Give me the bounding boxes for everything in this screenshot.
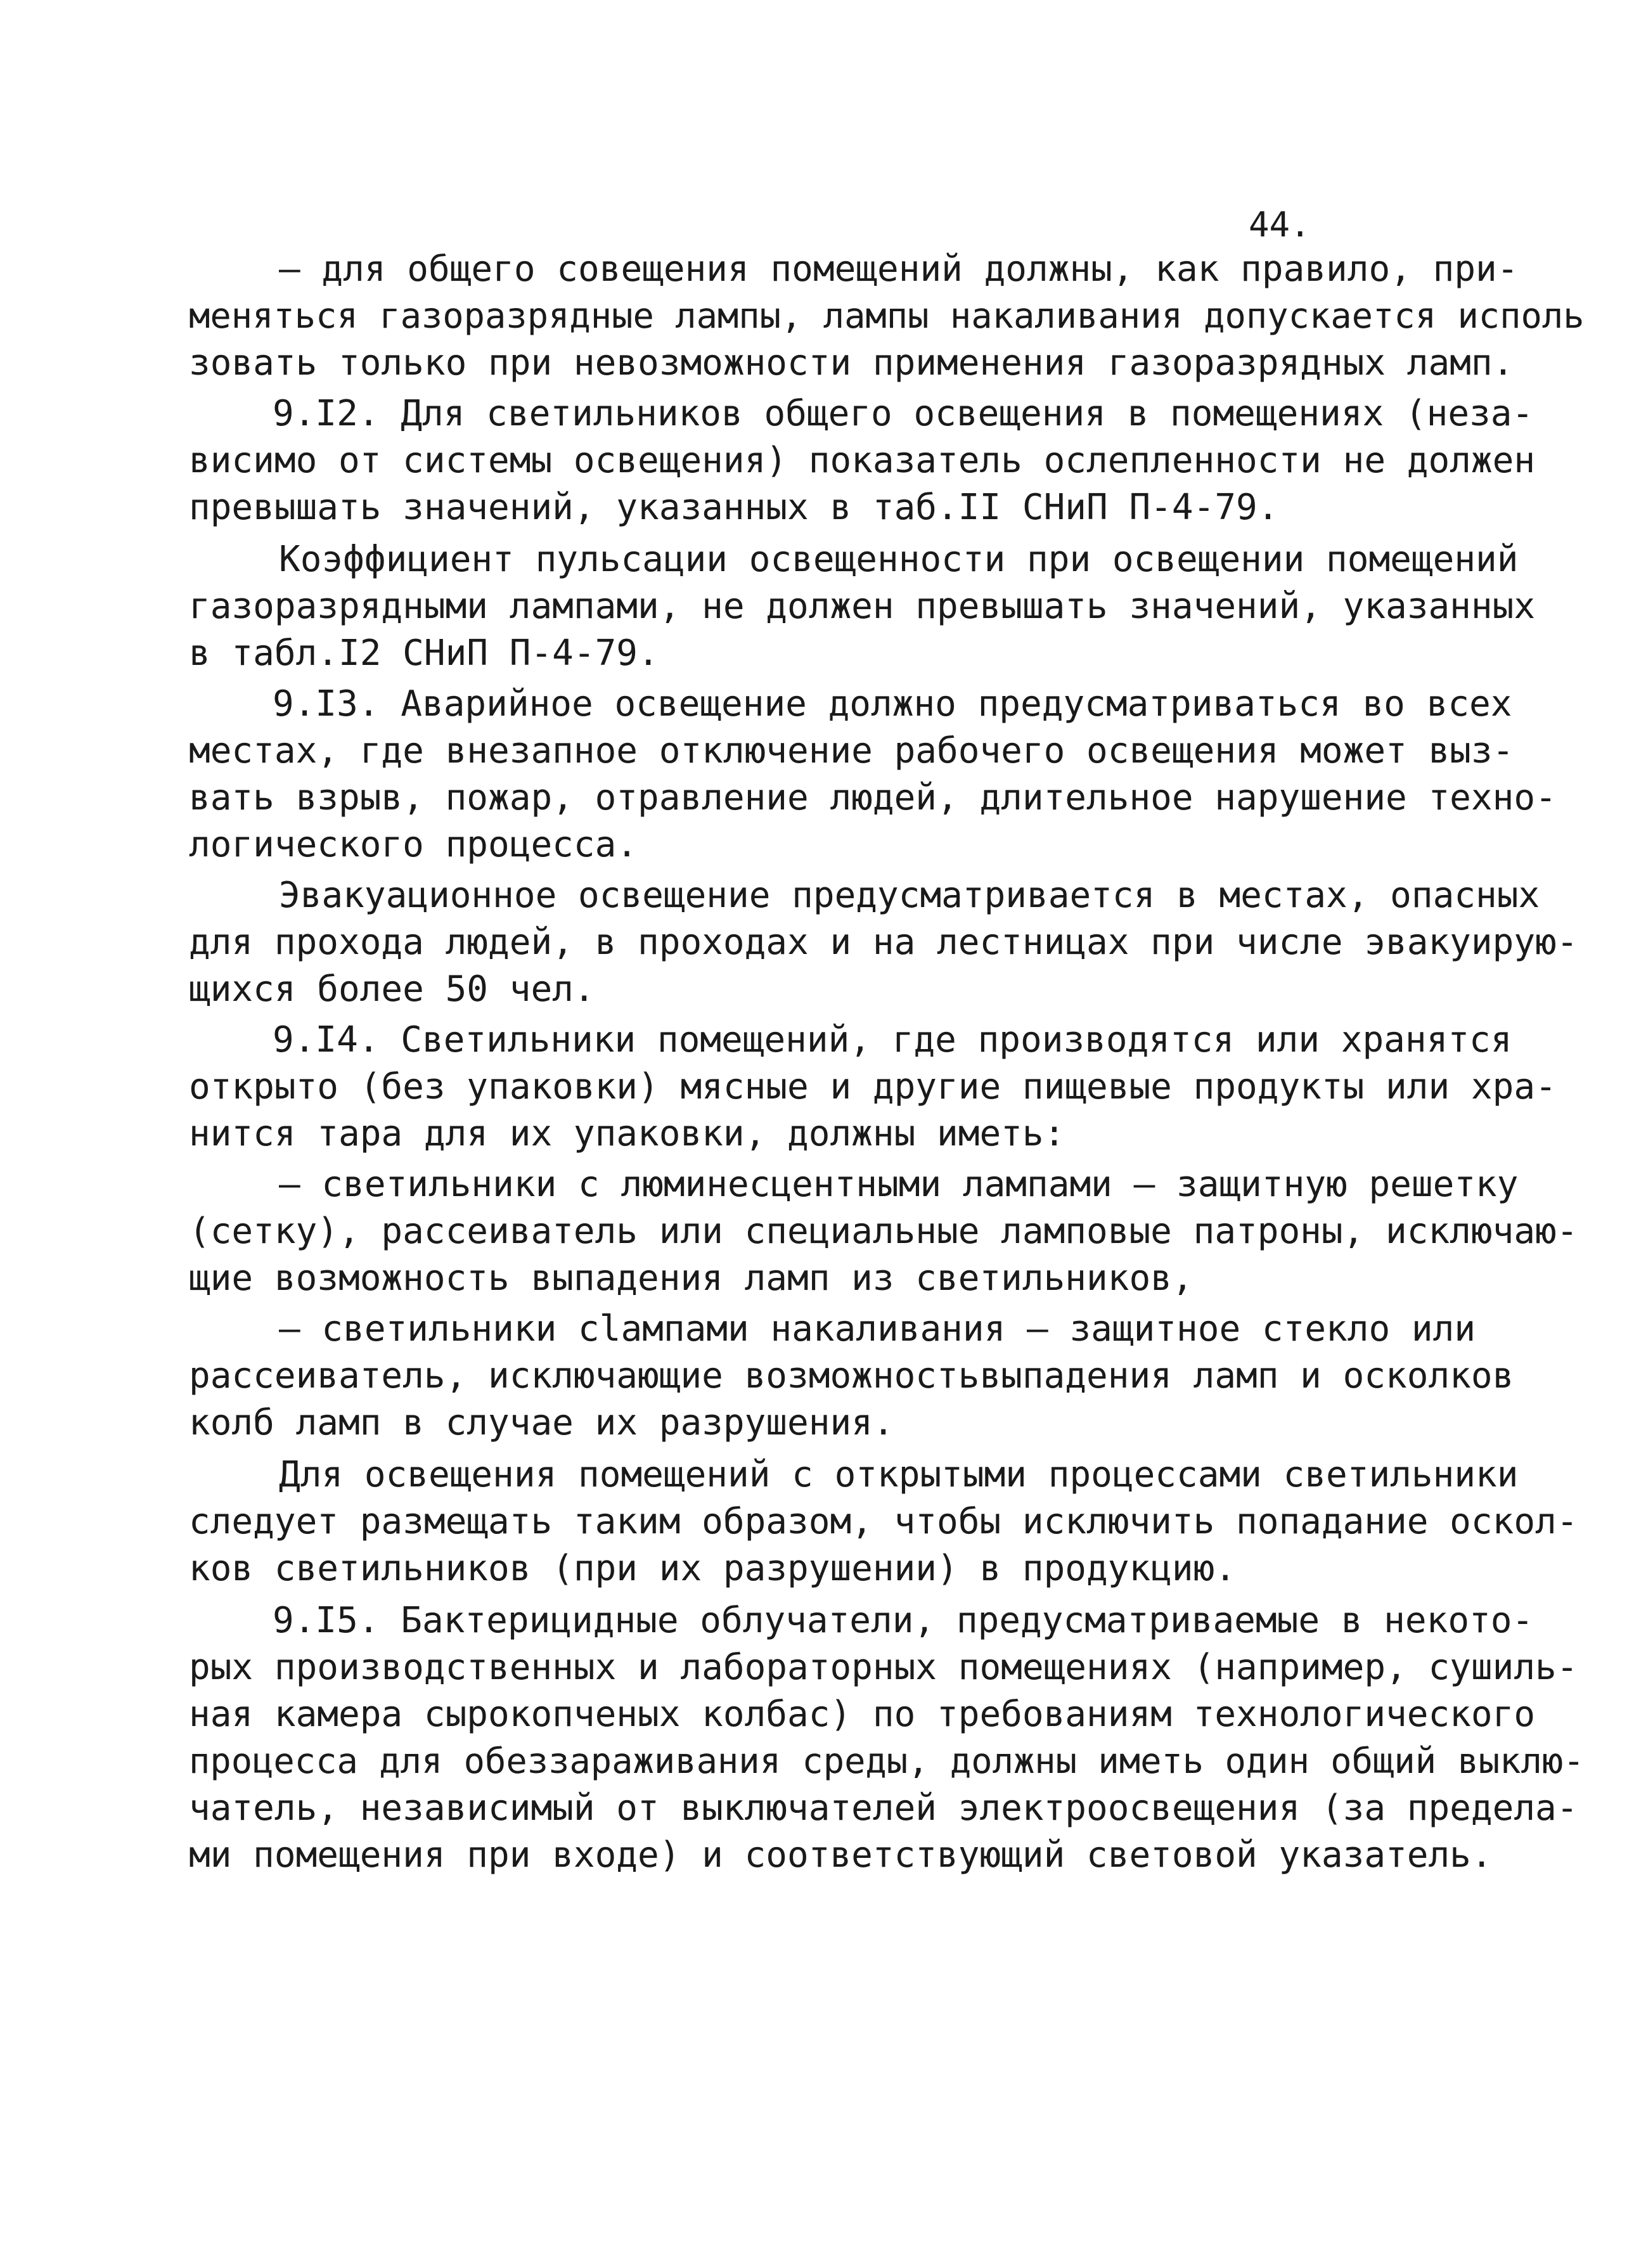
text-line: Коэффициент пульсации освещенности при освещении помещений [279,539,1519,580]
text-line: логического процесса. [189,824,638,865]
page-number: 44. [1249,205,1311,245]
text-line: чатель, независимый от выключателей электроосвещения (за предела- [189,1788,1578,1829]
text-line: 9.I2. Для светильников общего освещения в помещениях (неза- [273,393,1534,434]
text-line: – для общего совещения помещений должны, как правило, при- [279,248,1519,290]
text-line: 9.I5. Бактерицидные облучатели, предусматриваемые в некото- [273,1600,1534,1641]
text-line: колб ламп в случае их разрушения. [189,1402,894,1443]
text-line: в табл.I2 СНиП П-4-79. [189,633,659,674]
text-line: (сетку), рассеиватель или специальные ламповые патроны, исключаю- [189,1211,1578,1252]
text-line: рассеиватель, исключающие возможностьвыпадения ламп и осколков [189,1355,1514,1396]
text-line: газоразрядными лампами, не должен превышать значений, указанных [189,586,1536,627]
text-line: ков светильников (при их разрушении) в продукцию. [189,1548,1237,1589]
text-line: ная камера сырокопченых колбас) по требованиям технологического [189,1694,1536,1735]
text-line: Для освещения помещений с открытыми процессами светильники [279,1454,1519,1495]
text-line: меняться газоразрядные лампы, лампы накаливания допускается исполь [189,296,1585,337]
text-line: – светильники сlампами накаливания – защитное стекло или [279,1308,1476,1350]
text-line: – светильники с люминесцентными лампами – защитную решетку [279,1164,1519,1205]
text-line: щихся более 50 чел. [189,969,595,1010]
text-line: зовать только при невозможности применения газоразрядных ламп. [189,342,1514,383]
text-line: нится тара для их упаковки, должны иметь: [189,1113,1065,1154]
text-line: следует размещать таким образом, чтобы исключить попадание оскол- [189,1501,1578,1542]
text-line: висимо от системы освещения) показатель ослепленности не должен [189,440,1536,481]
text-line: Эвакуационное освещение предусматривается в местах, опасных [279,875,1540,916]
text-line: ми помещения при входе) и соответствующий световой указатель. [189,1834,1493,1876]
text-line: 9.I3. Аварийное освещение должно предусматриваться во всех [273,683,1512,725]
text-line: вать взрыв, пожар, отравление людей, длительное нарушение техно- [189,777,1557,818]
text-line: щие возможность выпадения ламп из светильников, [189,1258,1193,1299]
text-line: рых производственных и лабораторных помещениях (например, сушиль- [189,1647,1578,1688]
text-line: открыто (без упаковки) мясные и другие пищевые продукты или хра- [189,1066,1557,1107]
text-line: местах, где внезапное отключение рабочего освещения может выз- [189,730,1514,771]
text-line: превышать значений, указанных в таб.II СНиП П-4-79. [189,487,1279,528]
text-line: 9.I4. Светильники помещений, где производятся или хранятся [273,1019,1512,1060]
text-line: для прохода людей, в проходах и на лестницах при числе эвакуирую- [189,922,1578,963]
text-line: процесса для обеззараживания среды, должны иметь один общий выклю- [189,1741,1585,1782]
